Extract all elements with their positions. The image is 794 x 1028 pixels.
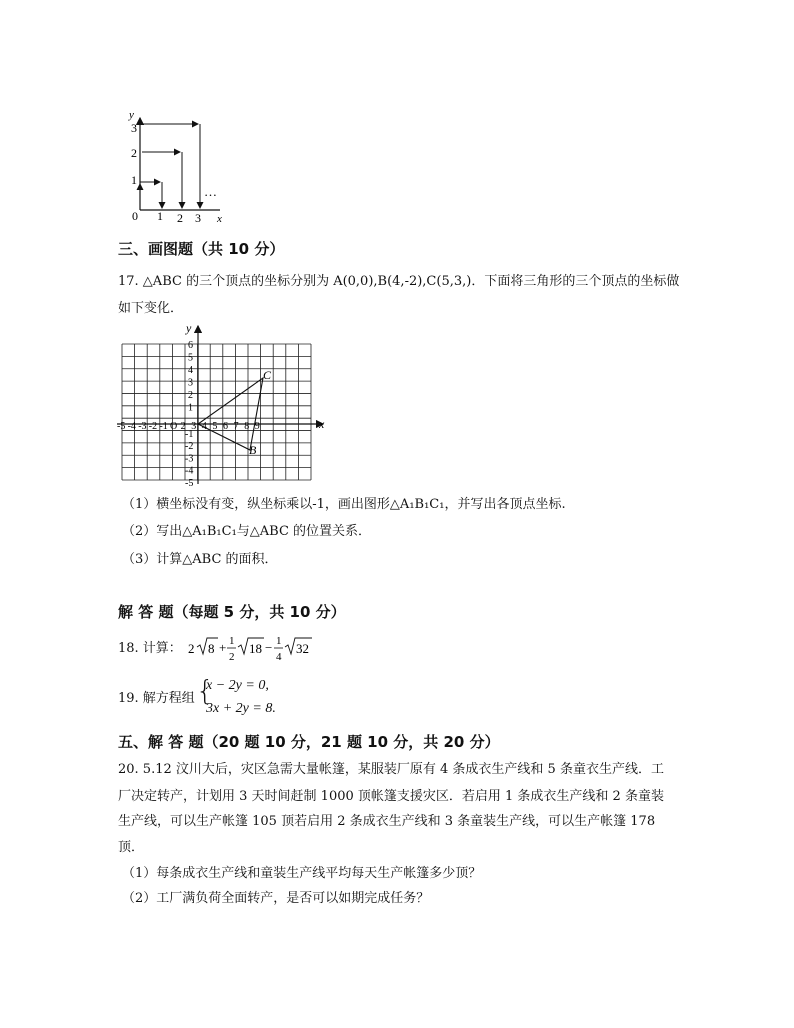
x-tick-label: 5 <box>212 421 218 432</box>
x-tick-label: 2 <box>180 421 186 432</box>
x-tick-label: -1 <box>159 421 168 432</box>
q20-sub-2: （2）工厂满负荷全面转产，是否可以如期完成任务？ <box>122 891 430 906</box>
fig16-y-label: y <box>129 109 134 121</box>
y-tick-label: -2 <box>185 441 194 453</box>
q18-radicand: 32 <box>296 641 309 656</box>
x-tick-label: O <box>170 421 178 432</box>
fig16-y-tick: 3 <box>131 121 137 135</box>
y-tick-label: -4 <box>185 465 194 477</box>
q18-plus: + <box>219 640 227 655</box>
x-tick-label: -5 <box>117 421 126 432</box>
x-tick-label: -3 <box>138 421 147 432</box>
grid-y-axis-label: y <box>186 321 192 335</box>
x-tick-label: 3 <box>191 421 197 432</box>
q18-fraction-denominator: 2 <box>229 651 235 663</box>
section-3-title: 三、画图题（共 10 分） <box>118 240 285 258</box>
coordinate-grid-figure <box>113 320 333 490</box>
q17-sub-1: （1）横坐标没有变，纵坐标乘以-1，画出图形△A₁B₁C₁，并写出各顶点坐标. <box>122 497 566 512</box>
q17-sub-2: （2）写出△A₁B₁C₁与△ABC 的位置关系． <box>122 524 372 539</box>
q20-sub-1: （1）每条成衣生产线和童装生产线平均每天生产帐篷多少顶？ <box>122 866 482 881</box>
y-tick-label: 5 <box>188 352 193 364</box>
y-tick-label: 4 <box>188 365 193 376</box>
grid-x-axis-label: x <box>319 417 325 431</box>
q18-expression <box>186 630 316 668</box>
x-tick-label: 6 <box>223 421 228 432</box>
fig16-x-tick: 3 <box>195 211 201 224</box>
q17-line-1: 17. △ABC 的三个顶点的坐标分别为 A(0,0),B(4,-2),C(5,3,)．下面将三角形的三个顶点的坐标做 <box>118 274 680 289</box>
fig16-ellipsis: … <box>204 184 217 199</box>
y-tick-label: 2 <box>188 390 193 401</box>
fig16-x-tick: 0 <box>132 209 138 223</box>
y-tick-label: -3 <box>185 453 194 465</box>
point-b-label: B <box>249 443 257 457</box>
x-tick-label: 7 <box>233 421 239 432</box>
q20-line-3: 生产线，可以生产帐篷 105 顶若启用 2 条成衣生产线和 3 条童装生产线，可以生产帐篷 178 <box>118 814 656 829</box>
y-tick-label: -5 <box>185 477 194 489</box>
q18-minus: − <box>265 640 273 655</box>
fig16-x-label: x <box>217 213 222 224</box>
q18-fraction-numerator: 1 <box>276 635 282 647</box>
q18-fraction-numerator: 1 <box>229 635 235 647</box>
q18-radicand: 8 <box>208 641 215 656</box>
q20-line-1: 20. 5.12 汶川大后，灾区急需大量帐篷，某服装厂原有 4 条成衣生产线和 5 条童衣生产线．工 <box>118 762 664 777</box>
fig16-y-tick: 2 <box>131 146 137 160</box>
q19-equation-1: x − 2y = 0, <box>206 678 269 693</box>
fig16-x-tick: 1 <box>157 209 163 223</box>
step-path-figure <box>120 104 240 224</box>
x-tick-label: -4 <box>127 421 136 432</box>
y-tick-label: 1 <box>188 402 193 414</box>
y-tick-label: -1 <box>185 429 194 440</box>
q20-line-4: 顶． <box>118 840 145 855</box>
section-5-title: 五、解 答 题（20 题 10 分，21 题 10 分，共 20 分） <box>118 733 500 751</box>
q19-equation-2: 3x + 2y = 8. <box>206 701 276 716</box>
triangle-abc <box>198 378 263 450</box>
fig16-x-tick: 2 <box>177 211 183 224</box>
q18-fraction-denominator: 4 <box>276 651 282 663</box>
q18-radicand: 18 <box>249 641 262 656</box>
x-tick-label: 4 <box>201 421 207 432</box>
y-tick-label: 3 <box>188 377 193 389</box>
section-4-title: 解 答 题（每题 5 分，共 10 分） <box>118 603 346 621</box>
x-tick-label: 8 <box>244 421 250 432</box>
q20-line-2: 厂决定转产，计划用 3 天时间赶制 1000 顶帐篷支援灾区．若启用 1 条成衣生产线和 2 条童装 <box>118 789 664 804</box>
fig16-y-tick: 1 <box>131 173 137 187</box>
q18-label: 18. 计算： <box>118 641 182 656</box>
x-tick-label: -2 <box>148 421 158 432</box>
y-tick-label: 6 <box>188 340 193 351</box>
q17-line-2: 如下变化． <box>118 301 184 316</box>
q17-sub-3: （3）计算△ABC 的面积． <box>122 552 278 567</box>
q18-coefficient: 2 <box>188 641 195 656</box>
q19-label: 19. 解方程组 <box>118 691 195 706</box>
q19-brace: { <box>196 674 214 707</box>
x-tick-label: 9 <box>254 421 260 432</box>
grid-lines <box>122 344 311 480</box>
tick-labels <box>117 340 260 489</box>
point-c-label: C <box>263 368 272 382</box>
